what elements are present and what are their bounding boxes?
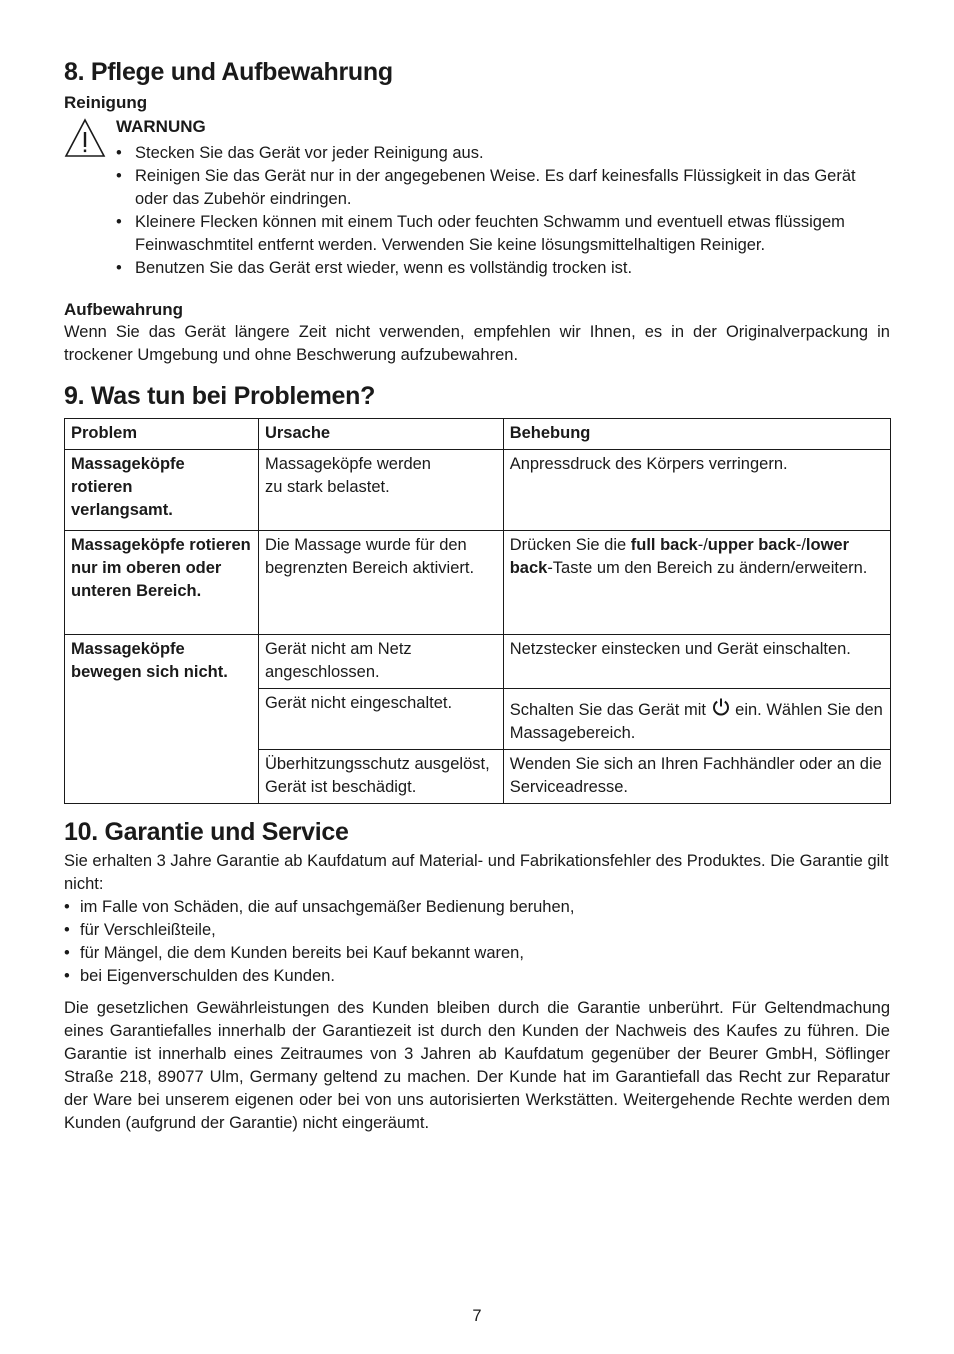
section-10-title: 10. Garantie und Service <box>64 818 349 846</box>
troubleshooting-table <box>64 418 891 804</box>
cause-cell: Die Massage wurde für den begrenzten Bereich aktiviert. <box>258 531 503 635</box>
problem-cell: Massageköpfe rotieren verlangsamt. <box>65 450 259 531</box>
fix-cell <box>503 531 890 635</box>
warning-block <box>64 116 890 280</box>
fix-separator: -/ <box>795 536 806 554</box>
header-problem: Problem <box>65 419 259 450</box>
table-row <box>65 450 891 531</box>
problem-cell: Massageköpfe bewegen sich nicht. <box>65 635 259 804</box>
fix-separator: -/ <box>697 536 708 554</box>
table-header-row <box>65 419 891 450</box>
list-item: • für Mängel, die dem Kunden bereits bei Kauf bekannt waren, <box>64 942 890 965</box>
guarantee-paragraph: Die gesetzlichen Gewährleistungen des Kunden bleiben durch die Garantie unberührt. Für Geltendmachung eines Garantiefalles innerhalb der Garantiezeit ist durch den Kunden der Nachweis des Kaufes zu führen. Die Garantie ist innerhalb eines Zeitraumes von 3 Jahren ab Kaufdatum gegenüber der Beurer GmbH, Söflinger Straße 218, 89077 Ulm, Germany geltend zu machen. Der Kunde hat im Garantiefall das Recht zur Reparatur der Ware bei unserem eigenen oder bei von uns autorisierten Werkstätten. Weitergehende Rechte werden dem Kunden (aufgrund der Garantie) nicht eingeräumt. <box>64 999 890 1132</box>
cause-cell: Massageköpfe werden zu stark belastet. <box>258 450 503 531</box>
upper-back-label: upper back <box>707 536 796 554</box>
table-row <box>65 635 891 689</box>
list-item: • im Falle von Schäden, die auf unsachgemäßer Bedienung beruhen, <box>64 896 890 919</box>
list-item: • Kleinere Flecken können mit einem Tuch oder feuchten Schwamm und eventuell etwas flüssigem Feinwaschmtitel entfernt werden. Verwenden Sie keine lösungsmittelhaltigen Reiniger. <box>116 211 890 257</box>
fix-text: ein. Wählen Sie den Massagebereich. <box>509 701 883 742</box>
list-item: • Reinigen Sie das Gerät nur in der angegebenen Weise. Es darf keinesfalls Flüssigkeit in das Gerät oder das Zubehör eindringen. <box>116 165 890 211</box>
list-item: • Stecken Sie das Gerät vor jeder Reinigung aus. <box>116 142 890 165</box>
exclusion-list <box>64 896 890 988</box>
table-row <box>65 531 891 635</box>
storage-text: Wenn Sie das Gerät längere Zeit nicht verwenden, empfehlen wir Ihnen, es in der Originalverpackung in trockener Umgebung und ohne Beschwerung aufzubewahren. <box>64 323 890 364</box>
fix-cell: Wenden Sie sich an Ihren Fachhändler oder an die Serviceadresse. <box>503 750 890 804</box>
storage-heading: Aufbewahrung <box>64 300 183 319</box>
fix-cell <box>503 689 890 750</box>
guarantee-intro: Sie erhalten 3 Jahre Garantie ab Kaufdatum auf Material- und Fabrikationsfehler des Produktes. Die Garantie gilt nicht: <box>64 852 889 893</box>
cause-cell: Gerät nicht eingeschaltet. <box>258 689 503 750</box>
page-number: 7 <box>472 1307 482 1325</box>
fix-cell: Anpressdruck des Körpers verringern. <box>503 450 890 531</box>
fix-text: Schalten Sie das Gerät mit <box>509 701 711 719</box>
fix-text: Drücken Sie die <box>509 536 631 554</box>
page-content <box>64 56 890 1135</box>
section-9-title: 9. Was tun bei Problemen? <box>64 382 376 410</box>
fix-text: -Taste um den Bereich zu ändern/erweitern. <box>547 559 868 577</box>
warning-triangle-icon <box>64 118 106 158</box>
warning-list <box>64 142 890 280</box>
power-icon <box>711 697 731 717</box>
fix-cell: Netzstecker einstecken und Gerät einschalten. <box>503 635 890 689</box>
cleaning-heading: Reinigung <box>64 93 148 112</box>
section-8-title: 8. Pflege und Aufbewahrung <box>64 58 393 86</box>
full-back-label: full back <box>630 536 698 554</box>
header-cause: Ursache <box>258 419 503 450</box>
cause-cell: Gerät nicht am Netz angeschlossen. <box>258 635 503 689</box>
header-fix: Behebung <box>503 419 890 450</box>
problem-cell: Massageköpfe rotieren nur im oberen oder unteren Bereich. <box>65 531 259 635</box>
list-item: • bei Eigenverschulden des Kunden. <box>64 965 890 988</box>
list-item: • für Verschleißteile, <box>64 919 890 942</box>
lower-back-label: lower back <box>509 536 850 577</box>
cause-cell: Überhitzungsschutz ausgelöst, Gerät ist beschädigt. <box>258 750 503 804</box>
list-item: • Benutzen Sie das Gerät erst wieder, wenn es vollständig trocken ist. <box>116 257 890 280</box>
warning-label: WARNUNG <box>116 117 206 136</box>
